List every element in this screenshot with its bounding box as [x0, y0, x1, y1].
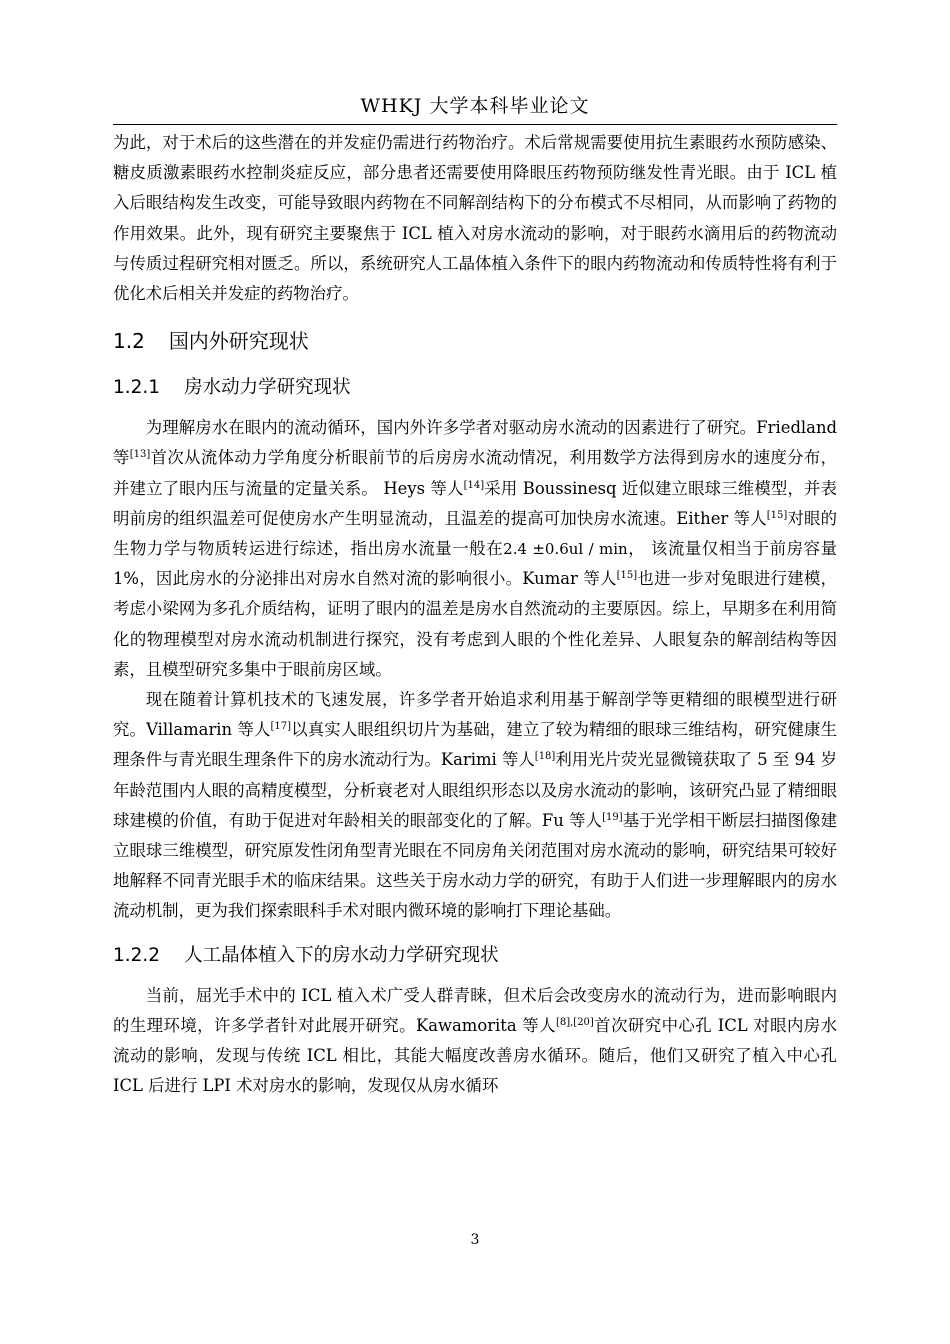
intro-paragraph: 为此，对于术后的这些潜在的并发症仍需进行药物治疗。术后常规需要使用抗生素眼药水预防感染、糖皮质激素眼药水控制炎症反应，部分患者还需要使用降眼压药物预防继发性青光眼。由于 ICL 植入后眼结构发生改变，可能导致眼内药物在不同解剖结构下的分布模式不尽相同，从而影响了药物的作用效果。此外，现有研究主要聚焦于 ICL 植入对房水流动的影响，对于眼药水滴用后的药物流动与传质过程研究相对匮乏。所以，系统研究人工晶体植入条件下的眼内药物流动和传质特性将有利于优化术后相关并发症的药物治疗。: [113, 133, 837, 304]
section-heading-1-2: [113, 323, 837, 359]
citation: [17]: [270, 721, 292, 733]
section-title: 房水动力学研究现状: [184, 377, 351, 399]
text-run: 利用光片荧光显微镜获取了 5 至 94 岁年龄范围内人眼的高精度模型，分析衰老对人眼组织形态以及房水流动的影响，该研究凸显了精细眼球建模的价值，有助于促进对年龄相关的眼部变化的了解。Fu 等人: [113, 750, 838, 830]
text-run: 采用 Boussinesq 近似建立眼球三维模型，并表明前房的组织温差可促使房水产生明显流动，且温差的提高可加快房水流速。Either 等人: [113, 478, 837, 528]
citation: [18]: [534, 751, 556, 763]
text-run: 现在随着计算机技术的飞速发展，许多学者开始追求利用基于解剖学等更精细的眼模型进行研究。Villamarin 等人: [113, 690, 837, 740]
section-title: 国内外研究现状: [168, 329, 309, 354]
text-run: 对眼的生物力学与物质转运进行综述，指出房水流量一般在: [113, 508, 838, 559]
paragraph-aqueous-dynamics-2: [113, 685, 837, 927]
text-run: 基于光学相干断层扫描图像建立眼球三维模型，研究原发性闭角型青光眼在不同房角关闭范围对房水流动的影响，研究结果可较好地解释不同青光眼手术的临床结果。这些关于房水动力学的研究，有助于人们进一步理解眼内的房水流动机制，更为我们探索眼科手术对眼内微环境的影响打下理论基础。: [113, 810, 838, 921]
text-run: 当前，屈光手术中的 ICL 植入术广受人群青睐，但术后会改变房水的流动行为，进而影响眼内的生理环境，许多学者针对此展开研究。Kawamorita 等人: [113, 985, 837, 1035]
page-number: 3: [470, 1232, 480, 1248]
page-header: WHKJ 大学本科毕业论文: [360, 95, 590, 117]
citation: [8],[20]: [555, 1016, 594, 1028]
section-heading-1-2-1: [113, 371, 837, 405]
citation: [13]: [129, 449, 151, 461]
text-run: 为理解房水在眼内的流动循环，国内外许多学者对驱动房水流动的因素进行了研究。Friedland 等: [113, 418, 837, 468]
citation: [15]: [616, 570, 638, 582]
text-run: 首次从流体动力学角度分析眼前节的后房房水流动情况，利用数学方法得到房水的速度分布，并建立了眼内压与流量的定量关系。 Heys 等人: [113, 448, 837, 498]
section-heading-1-2-2: [113, 939, 837, 973]
section-number: 1.2: [113, 329, 145, 354]
paragraph-aqueous-dynamics-1: [113, 413, 837, 685]
section-number: 1.2.2: [113, 944, 161, 966]
text-run: 也进一步对兔眼进行建模，考虑小梁网为多孔介质结构，证明了眼内的温差是房水自然流动的主要原因。综上，早期多在利用简化的物理模型对房水流动机制进行探究，没有考虑到人眼的个性化差异、人眼复杂的解剖结构等因素，且模型研究多集中于眼前房区域。: [113, 569, 837, 679]
header-rule: [113, 124, 837, 125]
citation: [19]: [602, 811, 623, 823]
section-number: 1.2.1: [113, 377, 161, 399]
citation: [14]: [463, 479, 485, 491]
text-run: 以真实人眼组织切片为基础，建立了较为精细的眼球三维结构，研究健康生理条件与青光眼生理条件下的房水流动行为。Karimi 等人: [113, 720, 837, 770]
text-run: ， 该流量仅相当于前房容量 1%，因此房水的分泌排出对房水自然对流的影响很小。Kumar 等人: [113, 539, 837, 589]
flow-rate-formula: 2.4 ±0.6ul / min: [503, 540, 628, 559]
page-body: [113, 128, 837, 1101]
text-run: 首次研究中心孔 ICL 对眼内房水流动的影响，发现与传统 ICL 相比，其能大幅度改善房水循环。随后，他们又研究了植入中心孔 ICL 后进行 LPI 术对房水的影响，发现仅从房水循环: [113, 1015, 838, 1096]
citation: [15]: [766, 509, 788, 521]
section-title: 人工晶体植入下的房水动力学研究现状: [184, 944, 499, 966]
paragraph-icl-dynamics: [113, 981, 837, 1102]
